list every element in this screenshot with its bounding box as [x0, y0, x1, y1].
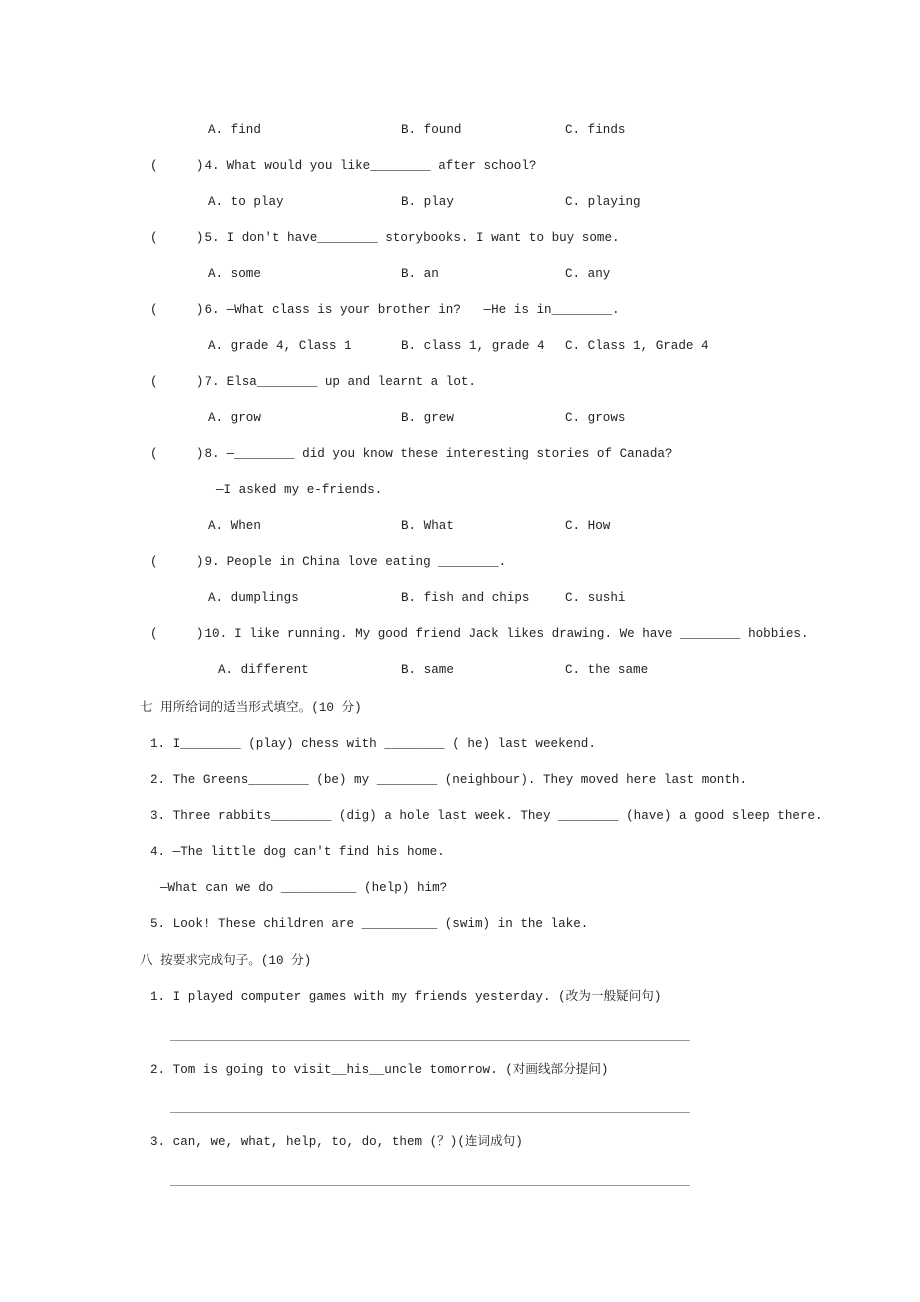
- answer-option: C. Class 1, Grade 4: [565, 339, 709, 353]
- answer-option: C. playing: [565, 195, 641, 209]
- answer-option: A. different: [218, 663, 309, 677]
- fill-in-item: 5. Look! These children are __________ (swim) in the lake.: [150, 917, 589, 931]
- question-number: 8.: [204, 447, 220, 461]
- question-row: [150, 625, 809, 643]
- question-row: [150, 301, 620, 319]
- question-row: [150, 229, 620, 247]
- answer-bracket[interactable]: ( ): [150, 375, 203, 389]
- section-heading: 八 按要求完成句子。(10 分): [140, 954, 312, 968]
- answer-bracket[interactable]: ( ): [150, 447, 203, 461]
- question-number: 4.: [204, 159, 220, 173]
- answer-line[interactable]: [170, 1040, 690, 1041]
- question-number: 5.: [204, 231, 220, 245]
- answer-option: B. What: [401, 519, 454, 533]
- question-text: Elsa________ up and learnt a lot.: [226, 375, 476, 389]
- section-heading: 七 用所给词的适当形式填空。(10 分): [140, 701, 362, 715]
- answer-bracket[interactable]: ( ): [150, 231, 203, 245]
- question-text: —What class is your brother in? —He is in________.: [226, 303, 620, 317]
- answer-option: B. grew: [401, 411, 454, 425]
- answer-line[interactable]: [170, 1185, 690, 1186]
- fill-in-item: 3. Three rabbits________ (dig) a hole last week. They ________ (have) a good sleep there.: [150, 809, 823, 823]
- question-text: I don't have________ storybooks. I want to buy some.: [226, 231, 620, 245]
- answer-option: B. class 1, grade 4: [401, 339, 545, 353]
- answer-bracket[interactable]: ( ): [150, 303, 203, 317]
- fill-in-item: 2. The Greens________ (be) my ________ (neighbour). They moved here last month.: [150, 773, 748, 787]
- question-text: What would you like________ after school?: [226, 159, 537, 173]
- answer-option: C. How: [565, 519, 611, 533]
- answer-option: B. fish and chips: [401, 591, 530, 605]
- answer-option: A. to play: [208, 195, 284, 209]
- answer-option: C. the same: [565, 663, 649, 677]
- question-text: —________ did you know these interesting stories of Canada?: [226, 447, 673, 461]
- answer-bracket[interactable]: ( ): [150, 159, 203, 173]
- fill-in-item: 1. I________ (play) chess with ________ ( he) last weekend.: [150, 737, 596, 751]
- answer-option: A. dumplings: [208, 591, 299, 605]
- answer-option: C. any: [565, 267, 611, 281]
- answer-option: B. same: [401, 663, 454, 677]
- answer-option: A. some: [208, 267, 261, 281]
- question-number: 10.: [204, 627, 228, 641]
- question-text: I like running. My good friend Jack likes drawing. We have ________ hobbies.: [234, 627, 809, 641]
- answer-option: A. grow: [208, 411, 261, 425]
- sentence-task: 2. Tom is going to visit__his__uncle tomorrow. (对画线部分提问): [150, 1063, 609, 1077]
- question-row: [150, 373, 476, 391]
- question-text: People in China love eating ________.: [226, 555, 507, 569]
- answer-option: C. sushi: [565, 591, 626, 605]
- answer-option: B. an: [401, 267, 439, 281]
- sentence-task: 1. I played computer games with my friends yesterday. (改为一般疑问句): [150, 990, 662, 1004]
- question-row: [150, 445, 673, 463]
- answer-option: A. find: [208, 123, 261, 137]
- answer-option: B. found: [401, 123, 462, 137]
- question-number: 9.: [204, 555, 220, 569]
- sentence-task: 3. can, we, what, help, to, do, them (？)(连词成句): [150, 1135, 523, 1149]
- fill-in-item: —What can we do __________ (help) him?: [160, 881, 448, 895]
- question-number: 7.: [204, 375, 220, 389]
- answer-option: A. grade 4, Class 1: [208, 339, 352, 353]
- answer-option: C. grows: [565, 411, 626, 425]
- answer-bracket[interactable]: ( ): [150, 555, 203, 569]
- answer-option: B. play: [401, 195, 454, 209]
- question-number: 6.: [204, 303, 220, 317]
- question-row: [150, 553, 506, 571]
- question-text-line2: —I asked my e-friends.: [216, 483, 383, 497]
- answer-option: C. finds: [565, 123, 626, 137]
- fill-in-item: 4. —The little dog can't find his home.: [150, 845, 445, 859]
- answer-bracket[interactable]: ( ): [150, 627, 203, 641]
- answer-line[interactable]: [170, 1112, 690, 1113]
- answer-option: A. When: [208, 519, 261, 533]
- question-row: [150, 157, 536, 175]
